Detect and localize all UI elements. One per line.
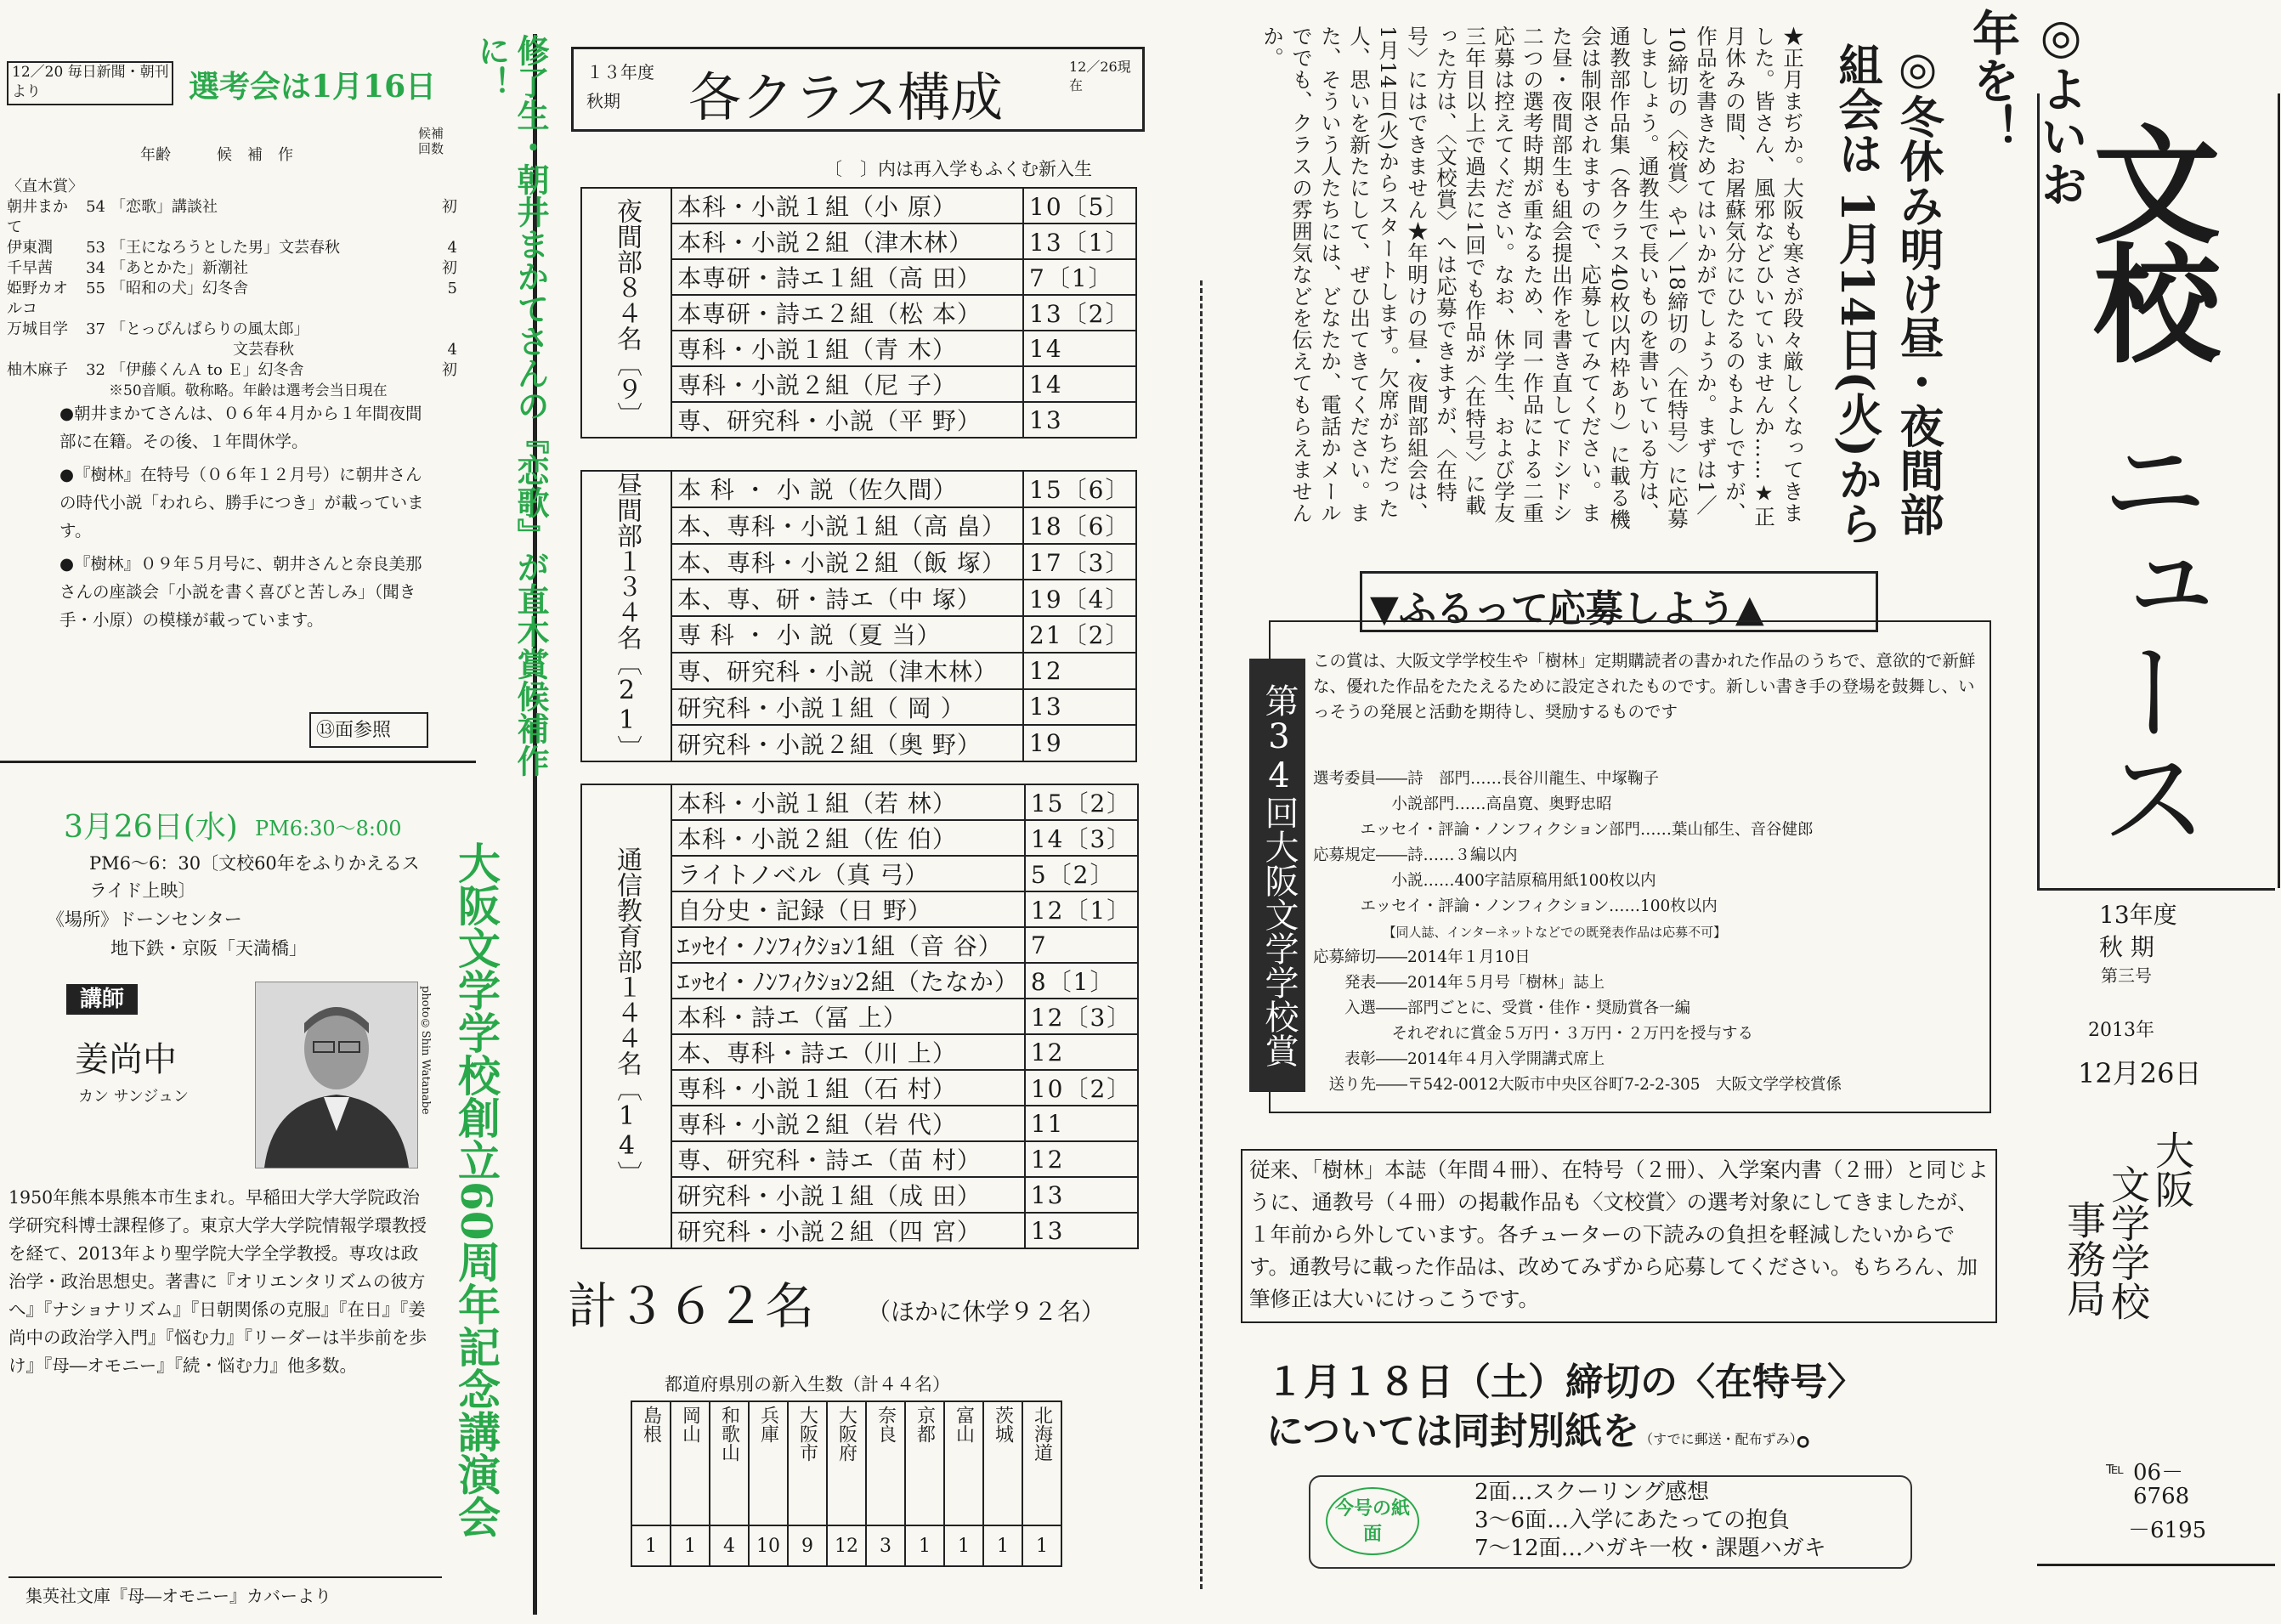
table-row [631, 1525, 1061, 1566]
class-count: 10〔2〕 [1025, 1070, 1138, 1106]
pref-count: 10 [749, 1525, 788, 1566]
prefecture-title: 都道府県別の新入生数（計４４名） [665, 1374, 950, 1395]
prize-line: 応募締切――2014年１月10日 [1313, 948, 1531, 966]
prize-line: 発表――2014年５月号「樹林」誌上 [1313, 974, 1605, 992]
class-name: 本科・小説１組（若 林） [671, 784, 1025, 820]
naoki-rule [0, 761, 476, 763]
divider-dashed [1200, 280, 1203, 1589]
masthead-year: 2013年 [2088, 1020, 2154, 1041]
class-name: 本専研・詩エ２組（松 本） [671, 295, 1023, 331]
class-note: 〔 〕内は再入学もふくむ新入生 [824, 159, 1092, 179]
class-name: 本専研・詩エ１組（高 田） [671, 259, 1023, 295]
class-name: 研究科・小説２組（奥 野） [671, 725, 1023, 761]
table-row [581, 471, 1136, 507]
lecture-time: PM6:30～8:00 [255, 817, 402, 840]
class-name: 専科・小説２組（岩 代） [671, 1106, 1025, 1141]
publisher-3: 事務局 [2061, 1200, 2107, 1317]
prize-line: 【同人誌、インターネットなどでの既発表作品は応募不可】 [1313, 925, 1727, 940]
tel-3: －6195 [2128, 1518, 2207, 1543]
table-row [581, 188, 1136, 224]
lecturer-bio: 1950年熊本県熊本市生まれ。早稲田大学大学院政治学研究科博士課程修了。東京大学大学院情報学環教授を経て、2013年より聖学院大学全学教授。専攻は政治学・政治思想史。著書に『オリエンタリズムの彼方へ』『ナショナリズム』『日朝関係の克服』『在日』『姜尚中の政治学入門』『悩む力』『リーダーは半歩前を歩け』『母―オモニー』『続・悩む力』他多数。 [8, 1187, 427, 1376]
class-name: 本、専、研・詩エ（中 塚） [671, 580, 1023, 616]
table-row: 伊東潤 53 「王になろうとした男」文芸春秋 4 [7, 239, 457, 257]
pref-name: 兵庫 [749, 1401, 788, 1525]
prize-side-title: 第34回大阪文学学校賞 [1249, 659, 1305, 1092]
lecturer-label: 講師 [66, 984, 138, 1015]
tel-1: 06－ [2133, 1460, 2184, 1485]
pref-name: 富山 [944, 1401, 983, 1525]
class-count: 19〔4〕 [1023, 580, 1136, 616]
prize-line: エッセイ・評論・ノンフィクション……100枚以内 [1313, 897, 1718, 915]
tel-2: 6768 [2133, 1484, 2190, 1509]
naoki-vertical-headline: 修了生・朝井まかてさんの『恋歌』が直木賞候補作に！ [473, 34, 550, 777]
class-name: 本科・小説２組（津木林） [671, 224, 1023, 259]
naoki-candidates [7, 177, 457, 401]
naoki-header-age: 年齢 [140, 146, 171, 164]
class-count: 7〔1〕 [1023, 259, 1136, 295]
class-title-term: １３年度秋期 [586, 62, 654, 111]
class-name: 研究科・小説１組（成 田） [671, 1177, 1025, 1213]
class-name: 専 科 ・ 小 説（夏 当） [671, 616, 1023, 653]
prize-line: それぞれに賞金５万円・３万円・２万円を授与する [1313, 1025, 1754, 1043]
list-item: ●朝井まかてさんは、０６年４月から１年間夜間部に在籍。その後、１年間休学。 [59, 404, 422, 451]
prize-line: 選考委員――詩 部門……長谷川龍生、中塚鞠子 [1313, 770, 1660, 788]
pref-count: 1 [671, 1525, 710, 1566]
prize-line: 表彰――2014年４月入学開講式席上 [1313, 1050, 1605, 1068]
pref-count: 1 [905, 1525, 944, 1566]
prize-header: ▼ふるって応募しよう▲ [1370, 587, 1764, 631]
class-count: 13 [1023, 689, 1136, 726]
class-count: 12 [1025, 1034, 1138, 1070]
prize-details [1313, 767, 1984, 1098]
table-row: 姫野カオルコ 55 「昭和の犬」幻冬舎 5 [7, 280, 457, 318]
class-count: 15〔6〕 [1023, 471, 1136, 507]
pref-name: 大阪市 [788, 1401, 827, 1525]
class-title: 各クラス構成 [688, 66, 1004, 128]
class-count: 18〔6〕 [1023, 507, 1136, 544]
deadline-line2-text: については同封別紙を [1266, 1410, 1640, 1453]
pref-name: 大阪府 [827, 1401, 866, 1525]
class-count: 12 [1025, 1141, 1138, 1177]
pref-name: 和歌山 [710, 1401, 749, 1525]
pref-count: 12 [827, 1525, 866, 1566]
class-count: 13 [1025, 1213, 1138, 1248]
deadline-line2 [1266, 1400, 1834, 1455]
class-count: 17〔3〕 [1023, 544, 1136, 580]
masthead-subtitle: ニュース [2081, 425, 2210, 846]
class-count: 14 [1023, 331, 1136, 366]
publisher-2: 文学学校 [2105, 1164, 2151, 1321]
masthead-term-season: 秋 期 [2099, 933, 2154, 961]
naoki-ref: ⑬面参照 [316, 720, 392, 741]
naoki-footnote: ※50音順。敬称略。年齢は選考会当日現在 [109, 382, 388, 399]
pref-count: 1 [983, 1525, 1022, 1566]
notice-headline: ◎冬休み明け昼・夜間部組会は 1月14日(火)から [1831, 42, 1944, 546]
prize-line: 入選――部門ごとに、受賞・佳作・奨励賞各一編 [1313, 999, 1691, 1017]
naoki-bullets [59, 399, 433, 634]
prize-line: エッセイ・評論・ノンフィクション部門……葉山郁生、音谷健郎 [1313, 821, 1814, 839]
lecturer-name: 姜尚中 [75, 1040, 177, 1079]
class-name: 専科・小説２組（尼 子） [671, 366, 1023, 402]
class-count: 13 [1023, 402, 1136, 438]
pref-count: 9 [788, 1525, 827, 1566]
contents-item: 3～6面…入学にあたっての抱負 [1474, 1508, 1791, 1533]
class-count: 7 [1025, 927, 1138, 963]
class-name: ｴｯｾｲ・ﾉﾝﾌｨｸｼｮﾝ2組（たなか） [671, 963, 1025, 999]
class-name: 専科・小説１組（石 村） [671, 1070, 1025, 1106]
class-count: 13 [1025, 1177, 1138, 1213]
class-total-note: （ほかに休学９２名） [867, 1298, 1106, 1326]
contents-item: 2面…スクーリング感想 [1474, 1480, 1710, 1505]
class-total: 計３６２名 [568, 1277, 815, 1335]
pref-name: 京都 [905, 1401, 944, 1525]
class-name: 専、研究科・詩エ（苗 村） [671, 1141, 1025, 1177]
group-night: 夜間部８４名〔９〕 [581, 188, 671, 438]
table-row [631, 1401, 1061, 1525]
class-count: 19 [1023, 725, 1136, 761]
class-name: 本、専科・詩エ（川 上） [671, 1034, 1025, 1070]
contents-list [1474, 1479, 1826, 1563]
masthead-title: 文校 [2071, 119, 2221, 357]
prize-note: 従来、「樹林」本誌（年間４冊）、在特号（２冊）、入学案内書（２冊）と同じように、通教号（４冊）の掲載作品も〈文校賞〉の選考対象にしてきましたが、１年前から外しています。各チューターの下読みの負担を軽減したいからです。通教号に載った作品は、改めてみずから応募してください。もちろん、加筆修正は大いにけっこうです。 [1249, 1157, 1989, 1311]
prefecture-table [631, 1400, 1062, 1567]
naoki-header-count: 候補回数 [418, 126, 444, 156]
masthead-issue: 第三号 [2101, 965, 2152, 986]
class-name: 専、研究科・小説（津木林） [671, 653, 1023, 689]
class-name: ｴｯｾｲ・ﾉﾝﾌｨｸｼｮﾝ1組（音 谷） [671, 927, 1025, 963]
table-row: 文芸春秋 4 [110, 341, 457, 359]
lecture-access: 地下鉄・京阪「天満橋」 [110, 938, 307, 959]
pref-count: 1 [631, 1525, 671, 1566]
table-row: 千早茜 34 「あとかた」新潮社 初 [7, 259, 457, 277]
class-name: 本科・小説１組（小 原） [671, 188, 1023, 224]
class-count: 14〔3〕 [1025, 820, 1138, 856]
class-count: 14 [1023, 366, 1136, 402]
class-name: 本科・小説２組（佐 伯） [671, 820, 1025, 856]
class-table-correspondence [580, 784, 1139, 1249]
deadline-line1: １月１８日（土）締切の〈在特号〉 [1266, 1361, 1865, 1404]
class-count: 21〔2〕 [1023, 616, 1136, 653]
lecture-slide: PM6～6：30〔文校60年をふりかえるスライド上映〕 [89, 853, 420, 901]
class-name: 研究科・小説２組（四 宮） [671, 1213, 1025, 1248]
pref-name: 岡山 [671, 1401, 710, 1525]
person-icon [256, 982, 417, 1168]
table-row: 万城目学 37 「とっぴんぱらりの風太郎」 [7, 320, 309, 338]
pref-name: 北海道 [1022, 1401, 1061, 1525]
phone-icon: ℡ [2106, 1457, 2125, 1478]
prize-line: 送り先――〒542-0012大阪市中央区谷町7-2-2-305 大阪文学学校賞係 [1313, 1076, 1842, 1094]
class-asof: 12／26現在 [1069, 59, 1131, 93]
pref-name: 茨城 [983, 1401, 1022, 1525]
lecturer-reading: カン サンジュン [78, 1088, 190, 1106]
class-count: 12〔1〕 [1025, 891, 1138, 927]
photo-caption: 集英社文庫『母―オモニー』カバーより [25, 1586, 331, 1606]
class-name: 本、専科・小説１組（高 畠） [671, 507, 1023, 544]
pref-count: 3 [866, 1525, 905, 1566]
naoki-headline: 選考会は1月16日 [189, 69, 437, 105]
pref-count: 1 [944, 1525, 983, 1566]
class-count: 5〔2〕 [1025, 856, 1138, 891]
table-row: 柚木麻子 32 「伊藤くんＡ to Ｅ」幻冬舎 初 [7, 361, 457, 379]
notice-body: ★正月まぢか。大阪も寒さが段々厳しくなってきました。皆さん、風邪などひいていませんか……★正月休みの間、お屠蘇気分にひたるのもよしですが、作品を書きためてはいかがでしょうか。まずは1／10締切の〈校賞〉や1／18締切の〈在特号〉に応募しましょう。通教生で長いものを書いている方は、通教部作品集（各クラス40枚以内枠あり）に載る機会は制限されますので、応募してみてください。また昼・夜間部生も組会提出作を書き直してドシドシ二つの選考時期が重なるため、同一作品による二重応募は控えてください。なお、休学生、および学友三年目以上で過去に1回でも作品が〈在特号〉に載った方は、〈文校賞〉へは応募できますが、〈在特号〉にはできません★年明けの昼・夜間部組会は、1月14日(火)からスタートします。欠席がちだった人、思いを新たにして、ぜひ出てきてください。また、そういう人たちには、どなたか、電話かメールででも、クラスの雰囲気などを伝えてもらえませんか。 [1260, 25, 1805, 531]
class-name: 自分史・記録（日 野） [671, 891, 1025, 927]
photo-credit: photo©Shin Watanabe [419, 986, 432, 1115]
class-count: 13〔1〕 [1023, 224, 1136, 259]
masthead-term: 13年度 [2099, 901, 2177, 929]
pref-name: 奈良 [866, 1401, 905, 1525]
prize-line: 小説……400字詰原稿用紙100枚以内 [1313, 872, 1656, 890]
prize-line: 応募規定――詩……３編以内 [1313, 846, 1518, 864]
class-name: 本科・詩エ（冨 上） [671, 999, 1025, 1034]
contents-label: 今号の紙面 [1326, 1487, 1419, 1555]
naoki-header-work: 候 補 作 [217, 146, 293, 164]
class-name: 専科・小説１組（青 木） [671, 331, 1023, 366]
class-count: 12 [1023, 653, 1136, 689]
deadline-aside: （すでに郵送・配布ずみ） [1639, 1431, 1797, 1447]
class-count: 13〔2〕 [1023, 295, 1136, 331]
pref-count: 1 [1022, 1525, 1061, 1566]
class-count: 8〔1〕 [1025, 963, 1138, 999]
class-table-night [580, 187, 1137, 439]
pref-name: 島根 [631, 1401, 671, 1525]
deadline-end: 。 [1796, 1410, 1834, 1453]
pref-count: 4 [710, 1525, 749, 1566]
class-name: 本、専科・小説２組（飯 塚） [671, 544, 1023, 580]
publisher-1: 大阪 [2149, 1130, 2195, 1208]
list-item: ●『樹林』０９年５月号に、朝井さんと奈良美那さんの座談会「小説を書く喜びと苦しみ」（聞き手・小原）の模様が載っています。 [59, 554, 422, 630]
class-name: 本 科 ・ 小 説（佐久間） [671, 471, 1023, 507]
class-name: ライトノベル（真 弓） [671, 856, 1025, 891]
class-count: 15〔2〕 [1025, 784, 1138, 820]
contents-item: 7～12面…ハガキ一枚・課題ハガキ [1474, 1536, 1826, 1561]
lecture-date: 3月26日(水) [64, 810, 238, 845]
greeting: ◎よいお年を！ [1965, 8, 2089, 207]
list-item: ●『樹林』在特号（０６年１２月号）に朝井さんの時代小説「われら、勝手につき」が載っています。 [59, 465, 424, 540]
lecture-place: 《場所》ドーンセンター [47, 909, 242, 930]
class-name: 研究科・小説１組（ 岡 ） [671, 689, 1023, 726]
group-day: 昼間部１３４名〔21〕 [581, 471, 671, 761]
class-name: 専、研究科・小説（平 野） [671, 402, 1023, 438]
naoki-source: 12／20 毎日新聞・朝刊より [12, 64, 169, 100]
prize-line: 小説部門……高畠寛、奥野忠昭 [1313, 795, 1612, 813]
naoki-section-label: 〈直木賞〉 [7, 178, 83, 195]
class-count: 11 [1025, 1106, 1138, 1141]
table-row: 朝井まかて 54 「恋歌」講談社 初 [7, 198, 457, 236]
lecturer-photo [255, 982, 418, 1168]
lecture-vertical-title: 大阪文学学校創立60周年記念講演会 [451, 841, 501, 1538]
prize-intro: この賞は、大阪文学学校生や「樹林」定期購読者の書かれた作品のうちで、意欲的で新鮮な、優れた作品をたたえるために設定されたものです。新しい書き手の登場を鼓舞し、いっそうの発展と活動を期待し、奨励するものです [1313, 651, 1976, 721]
caption-rule [8, 1576, 442, 1578]
class-table-day [580, 470, 1137, 762]
class-count: 10〔5〕 [1023, 188, 1136, 224]
masthead-date: 12月26日 [2078, 1057, 2202, 1089]
table-row [581, 784, 1138, 820]
class-count: 12〔3〕 [1025, 999, 1138, 1034]
group-correspondence: 通信教育部１４４名〔14〕 [581, 784, 671, 1248]
